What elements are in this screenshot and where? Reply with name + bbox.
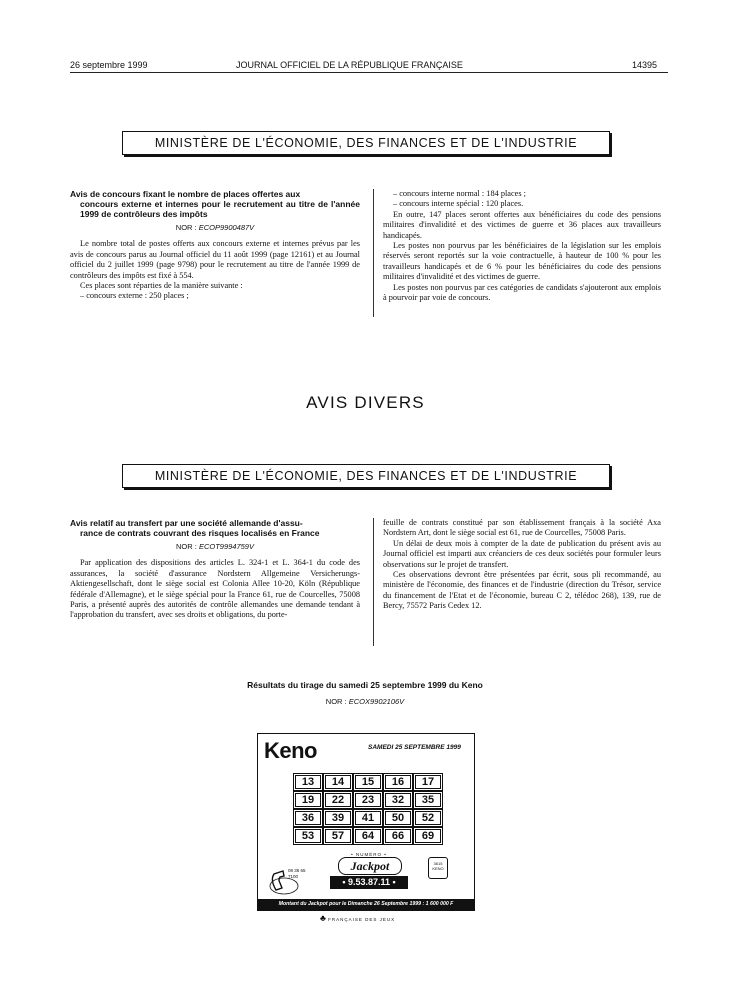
keno-ticket <box>257 733 475 911</box>
fdj-label: FRANÇAISE DES JEUX <box>328 917 396 922</box>
section2-right-column <box>383 518 661 612</box>
paragraph: Les postes non pourvus par ces catégories de candidats s'ajouteront aux emplois à pourvoir par voie de concours. <box>383 282 661 303</box>
header-date: 26 septembre 1999 <box>70 60 148 70</box>
jackpot-label: • NUMÉRO • <box>351 852 387 857</box>
paragraph: Par application des dispositions des articles L. 324-1 et L. 364-1 du code des assurances, la société d'assurance Nordstern Allgemeine Versicherungs-Aktiengesellschaft, dont le siège social est Colonia Allee 10-20, Köln (République fédérale d'Allemagne), et le siège spécial pour la France 61, rue de Courcelles, 75008 Paris, a présenté auprès des autorités de contrôle allemandes une demande tendant à l'approbation du transfert, avec ses droits et obligations, du porte- <box>70 558 360 620</box>
keno-number: 14 <box>325 775 351 789</box>
keno-number: 66 <box>385 829 411 843</box>
header-journal: JOURNAL OFFICIEL DE LA RÉPUBLIQUE FRANÇAISE <box>236 60 463 70</box>
paragraph: En outre, 147 places seront offertes aux bénéficiaires du code des pensions militaires d'invalidité et des victimes de guerre et 36 places aux travailleurs handicapés. <box>383 209 661 240</box>
keno-number: 69 <box>415 829 441 843</box>
ministry-box-2 <box>122 464 610 488</box>
paragraph: – concours interne spécial : 120 places. <box>393 199 524 209</box>
jackpot-word: Jackpot <box>338 857 402 875</box>
nor-code: ECOP9900487V <box>198 223 255 232</box>
nor-label: NOR : <box>325 697 347 706</box>
keno-number: 35 <box>415 793 441 807</box>
jackpot-amount-banner: Montant du Jackpot pour le Dimanche 26 Septembre 1999 : 1 600 000 F <box>258 899 474 910</box>
ministry-title: MINISTÈRE DE L'ÉCONOMIE, DES FINANCES ET DE L'INDUSTRIE <box>154 136 578 150</box>
notice-title <box>70 518 360 538</box>
notice-title-line1: Avis de concours fixant le nombre de places offertes aux <box>70 189 301 199</box>
nor-label: NOR : <box>175 223 197 232</box>
keno-number: 17 <box>415 775 441 789</box>
paragraph: Ces places sont réparties de la manière suivante : <box>80 281 243 291</box>
jackpot-box <box>330 852 408 890</box>
section1-right-column <box>383 189 661 303</box>
column-separator <box>373 518 374 646</box>
keno-number: 22 <box>325 793 351 807</box>
ministry-box-1 <box>122 131 610 155</box>
keno-number: 32 <box>385 793 411 807</box>
ministry-title: MINISTÈRE DE L'ÉCONOMIE, DES FINANCES ET DE L'INDUSTRIE <box>154 469 578 483</box>
nor-reference <box>150 697 580 706</box>
notice-title-line1: Avis relatif au transfert par une société allemande d'assu- <box>70 518 303 528</box>
paragraph: – concours interne normal : 184 places ; <box>393 189 526 198</box>
minitel-label: 3615 KENO <box>432 861 444 871</box>
keno-number: 41 <box>355 811 381 825</box>
notice-title <box>70 189 360 219</box>
paragraph: Un délai de deux mois à compter de la date de publication du présent avis au Journal officiel est imparti aux créanciers de ces deux sociétés pour formuler leurs observations sur le projet de transfert. <box>383 538 661 569</box>
francaise-des-jeux-logo <box>320 913 430 923</box>
paragraph: – concours externe : 250 places ; <box>80 291 189 301</box>
keno-number: 15 <box>355 775 381 789</box>
notice-title-rest: rance de contrats couvrant des risques localisés en France <box>80 528 320 538</box>
section-heading-avis-divers: AVIS DIVERS <box>306 393 425 412</box>
keno-number: 64 <box>355 829 381 843</box>
minitel-icon <box>428 857 448 879</box>
keno-draw-date: SAMEDI 25 SEPTEMBRE 1999 <box>368 744 461 751</box>
keno-number: 36 <box>295 811 321 825</box>
paragraph: Ces observations devront être présentées par écrit, sous pli recommandé, au ministère de l'économie, des finances et de l'industrie (direction du Trésor, service du financement de l'Etat et de l'économie, bureau C 2, télédoc 268), 139, rue de Bercy, 75572 Paris Cedex 12. <box>383 570 661 611</box>
keno-number: 52 <box>415 811 441 825</box>
keno-number: 53 <box>295 829 321 843</box>
keno-number-grid <box>294 774 444 844</box>
nor-code: ECOX9902106V <box>348 697 405 706</box>
keno-number: 39 <box>325 811 351 825</box>
header-rule <box>70 72 668 73</box>
clover-icon: ♣ <box>320 913 326 923</box>
phone-number: 08 36 65 7100 <box>288 868 306 879</box>
keno-number: 57 <box>325 829 351 843</box>
section2-left-column <box>70 518 360 621</box>
keno-logo: Keno <box>264 738 317 763</box>
keno-number: 23 <box>355 793 381 807</box>
keno-results-title: Résultats du tirage du samedi 25 septembre 1999 du Keno <box>247 680 483 690</box>
column-separator <box>373 189 374 317</box>
header-page-number: 14395 <box>632 60 658 70</box>
keno-number: 50 <box>385 811 411 825</box>
nor-label: NOR : <box>176 542 197 551</box>
keno-number: 13 <box>295 775 321 789</box>
keno-number: 16 <box>385 775 411 789</box>
notice-title-rest: concours externe et internes pour le recrutement au titre de l'année 1999 de contrôleurs des impôts <box>80 199 360 219</box>
keno-number: 19 <box>295 793 321 807</box>
paragraph: Le nombre total de postes offerts aux concours externe et internes prévus par les avis de concours parus au Journal officiel du 11 août 1999 (page 12161) et au Journal officiel du 2 juillet 1999 (page 9798) pour le recrutement au titre de l'année 1999 de contrôleurs des impôts est fixé à 554. <box>70 239 360 280</box>
nor-code: ECOT9994759V <box>198 542 254 551</box>
nor-reference <box>70 223 360 233</box>
paragraph: Les postes non pourvus par les bénéficiaires de la législation sur les emplois réservés seront reportés sur la voie contractuelle, à hauteur de 100 % pour les travailleurs handicapés et de 6 % pour les bénéficiaires du code des pensions militaires d'invalidité et des victimes de guerre. <box>383 241 661 282</box>
nor-reference <box>70 542 360 552</box>
section1-left-column <box>70 189 360 302</box>
jackpot-number: • 9.53.87.11 • <box>330 876 408 889</box>
paragraph: feuille de contrats constitué par son établissement français à la société Axa Nordstern Art, dont le siège social est 61, rue de Courcelles, 75008 Paris. <box>383 518 661 538</box>
